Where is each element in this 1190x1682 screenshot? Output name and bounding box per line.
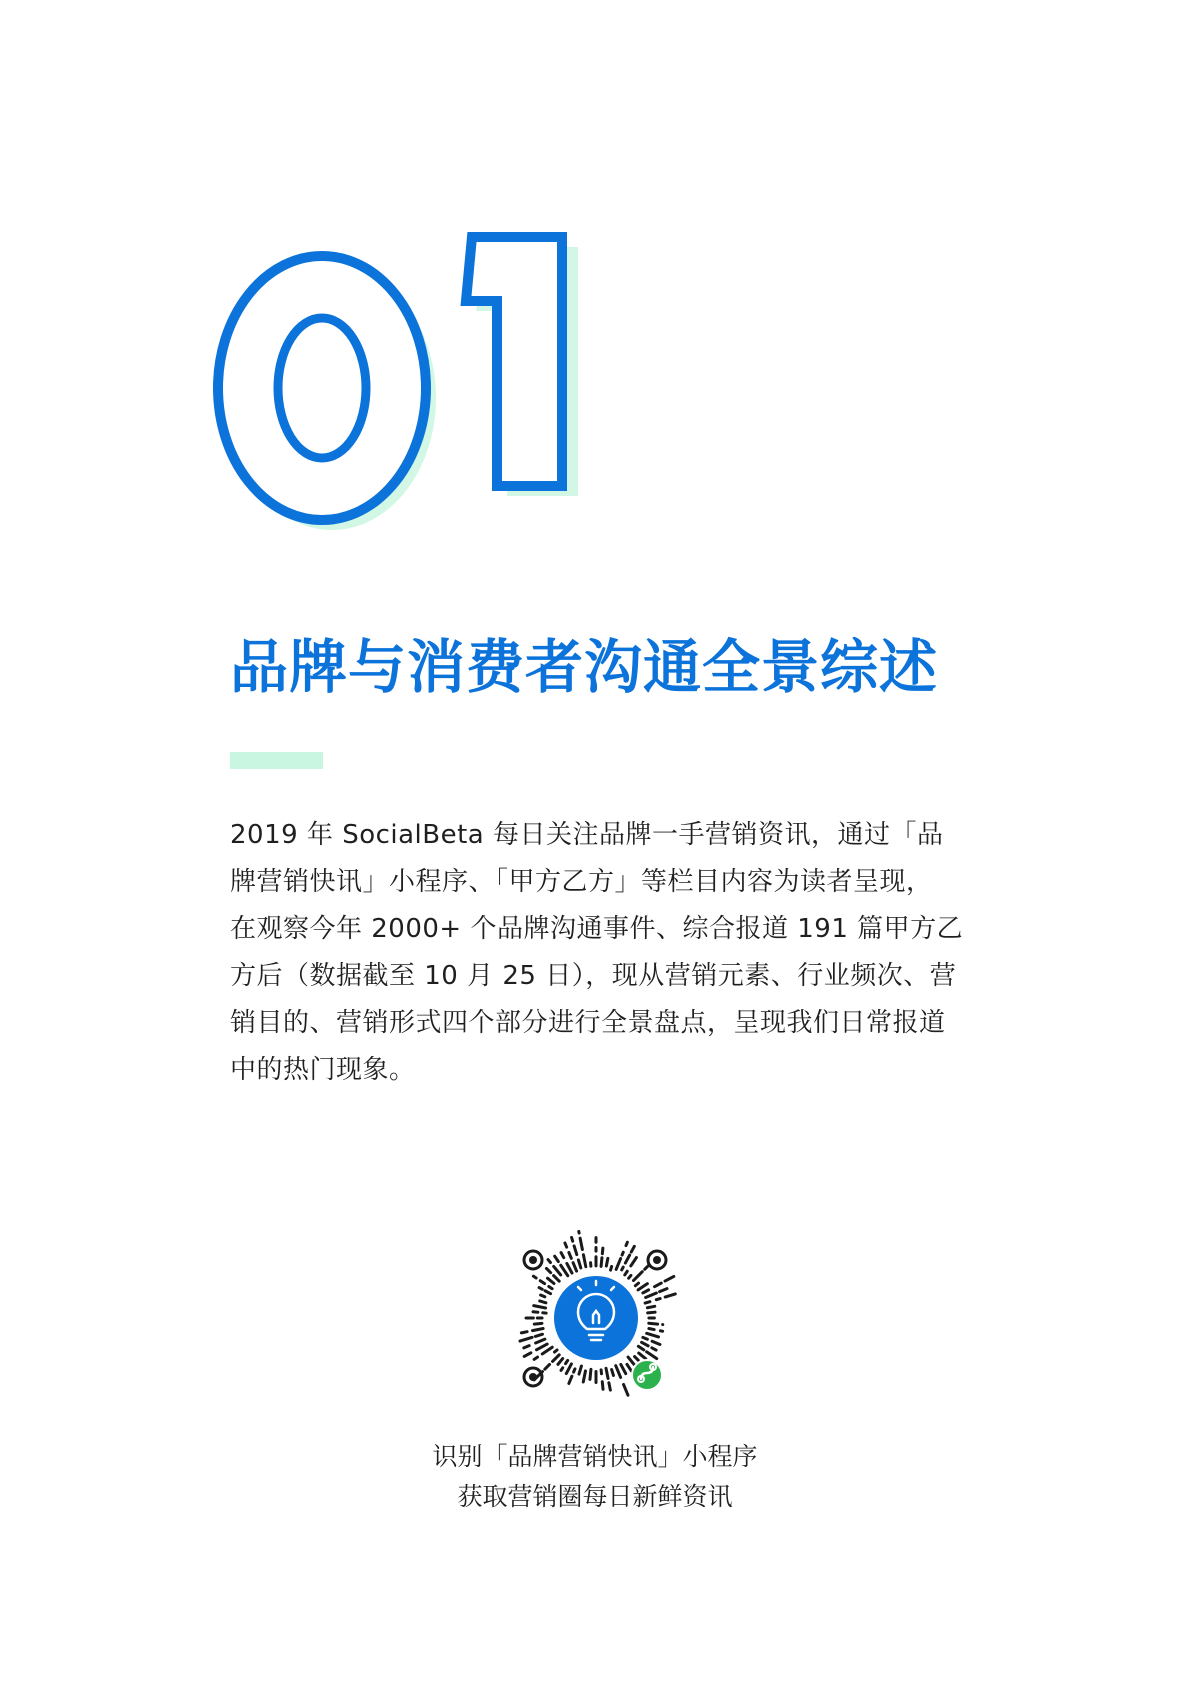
- qr-module: [555, 1256, 559, 1261]
- qr-module: [569, 1252, 571, 1258]
- qr-module: [540, 1281, 544, 1284]
- qr-module: [533, 1329, 544, 1331]
- qr-module: [652, 1348, 656, 1350]
- qr-module: [655, 1283, 662, 1287]
- qr-module: [638, 1346, 643, 1350]
- qr-module: [579, 1366, 581, 1374]
- qr-module: [649, 1323, 658, 1324]
- qr-module: [628, 1357, 634, 1365]
- intro-line: 在观察今年 2000+ 个品牌沟通事件、综合报道 191 篇甲方乙: [230, 914, 964, 944]
- qr-module: [572, 1237, 573, 1241]
- qr-module: [580, 1238, 582, 1249]
- qr-module: [545, 1291, 551, 1294]
- qr-module: [652, 1341, 660, 1344]
- qr-module: [647, 1306, 654, 1307]
- intro-line: 牌营销快讯」小程序、「甲方乙方」等栏目内容为读者呈现，: [230, 867, 933, 897]
- qr-module: [601, 1258, 602, 1267]
- title-underline-bar: [230, 752, 323, 769]
- qr-module: [616, 1366, 621, 1378]
- qr-module: [574, 1246, 577, 1255]
- qr-module: [635, 1283, 638, 1286]
- qr-module: [602, 1248, 603, 1254]
- qr-module: [625, 1271, 627, 1275]
- qr-module: [561, 1253, 564, 1258]
- intro-paragraph: [230, 812, 990, 1094]
- qr-module: [633, 1272, 642, 1281]
- mini-program-qr-code: [505, 1225, 690, 1410]
- qr-module: [583, 1255, 585, 1267]
- qr-module: [648, 1312, 655, 1313]
- qr-module: [567, 1263, 572, 1273]
- qr-caption-line-2: 获取营销圈每日新鲜资讯: [457, 1482, 733, 1511]
- qr-module: [539, 1288, 542, 1290]
- qr-module: [534, 1357, 537, 1359]
- qr-module: [660, 1289, 667, 1292]
- qr-module: [534, 1306, 546, 1308]
- qr-module: [553, 1355, 560, 1362]
- qr-module: [643, 1290, 649, 1293]
- qr-module: [606, 1368, 608, 1378]
- qr-module: [569, 1376, 572, 1383]
- qr-module: [647, 1352, 657, 1359]
- intro-line: 方后（数据截至 10 月 25 日），现从营销元素、行业频次、营: [230, 961, 957, 991]
- qr-module: [566, 1360, 568, 1363]
- chapter-number: [210, 225, 630, 545]
- qr-module: [534, 1323, 542, 1324]
- qr-module: [611, 1266, 612, 1270]
- qr-module: [554, 1276, 560, 1282]
- qr-module: [645, 1302, 650, 1303]
- qr-module: [546, 1268, 550, 1272]
- intro-line: 销目的、营销形式四个部分进行全景盘点，呈现我们日常报道: [230, 1008, 946, 1038]
- qr-module: [549, 1286, 552, 1288]
- qr-module: [639, 1353, 646, 1359]
- qr-module: [638, 1284, 647, 1290]
- qr-module: [524, 1353, 531, 1357]
- qr-module: [561, 1368, 563, 1371]
- qr-module: [535, 1334, 542, 1336]
- qr-module: [622, 1267, 624, 1270]
- qr-module: [548, 1278, 554, 1283]
- qr-module: [573, 1263, 576, 1271]
- qr-module: [621, 1364, 626, 1373]
- qr-module: [554, 1266, 561, 1275]
- qr-module: [520, 1337, 532, 1341]
- qr-module: [558, 1359, 563, 1365]
- mini-program-link-icon: [632, 1360, 662, 1390]
- qr-module: [578, 1260, 580, 1268]
- qr-module: [629, 1275, 631, 1278]
- qr-module: [590, 1369, 591, 1379]
- qr-module: [635, 1357, 639, 1361]
- qr-module: [627, 1364, 631, 1371]
- intro-line: 中的热门现象。: [230, 1055, 416, 1085]
- qr-module: [566, 1364, 571, 1374]
- qr-module: [622, 1252, 623, 1255]
- qr-module: [521, 1332, 527, 1333]
- qr-module: [548, 1260, 550, 1263]
- qr-module: [533, 1276, 536, 1278]
- qr-module: [631, 1246, 634, 1252]
- qr-caption-line-1: 识别「品牌营销快讯」小程序: [432, 1442, 758, 1471]
- qr-module: [624, 1384, 628, 1395]
- qr-module: [616, 1259, 620, 1270]
- qr-module: [609, 1383, 610, 1390]
- qr-module: [626, 1242, 627, 1245]
- qr-module: [665, 1294, 675, 1297]
- qr-module: [649, 1329, 654, 1330]
- qr-module: [643, 1337, 648, 1339]
- qr-module: [647, 1333, 659, 1337]
- qr-module: [656, 1299, 660, 1300]
- qr-module: [642, 1342, 649, 1346]
- qr-module: [646, 1293, 657, 1297]
- qr-module: [606, 1258, 608, 1266]
- qr-module: [524, 1346, 529, 1348]
- qr-module: [537, 1344, 548, 1350]
- qr-module: [612, 1370, 614, 1376]
- intro-line: 2019 年 SocialBeta 每日关注品牌一手营销资讯，通过「品: [230, 820, 944, 850]
- qr-module: [542, 1347, 552, 1354]
- chapter-number-text: 01: [210, 225, 212, 226]
- qr-module: [583, 1371, 585, 1382]
- qr-module: [536, 1339, 545, 1343]
- qr-module: [541, 1295, 545, 1297]
- chapter-title: 品牌与消费者沟通全景综述: [230, 633, 939, 701]
- qr-module: [665, 1276, 674, 1281]
- qr-module: [540, 1301, 546, 1303]
- qr-module: [631, 1258, 637, 1266]
- qr-module: [625, 1255, 629, 1263]
- qr-module: [602, 1382, 603, 1390]
- qr-module: [545, 1364, 550, 1369]
- qr-module: [574, 1369, 575, 1372]
- qr-module: [554, 1350, 557, 1352]
- qr-module: [565, 1243, 567, 1247]
